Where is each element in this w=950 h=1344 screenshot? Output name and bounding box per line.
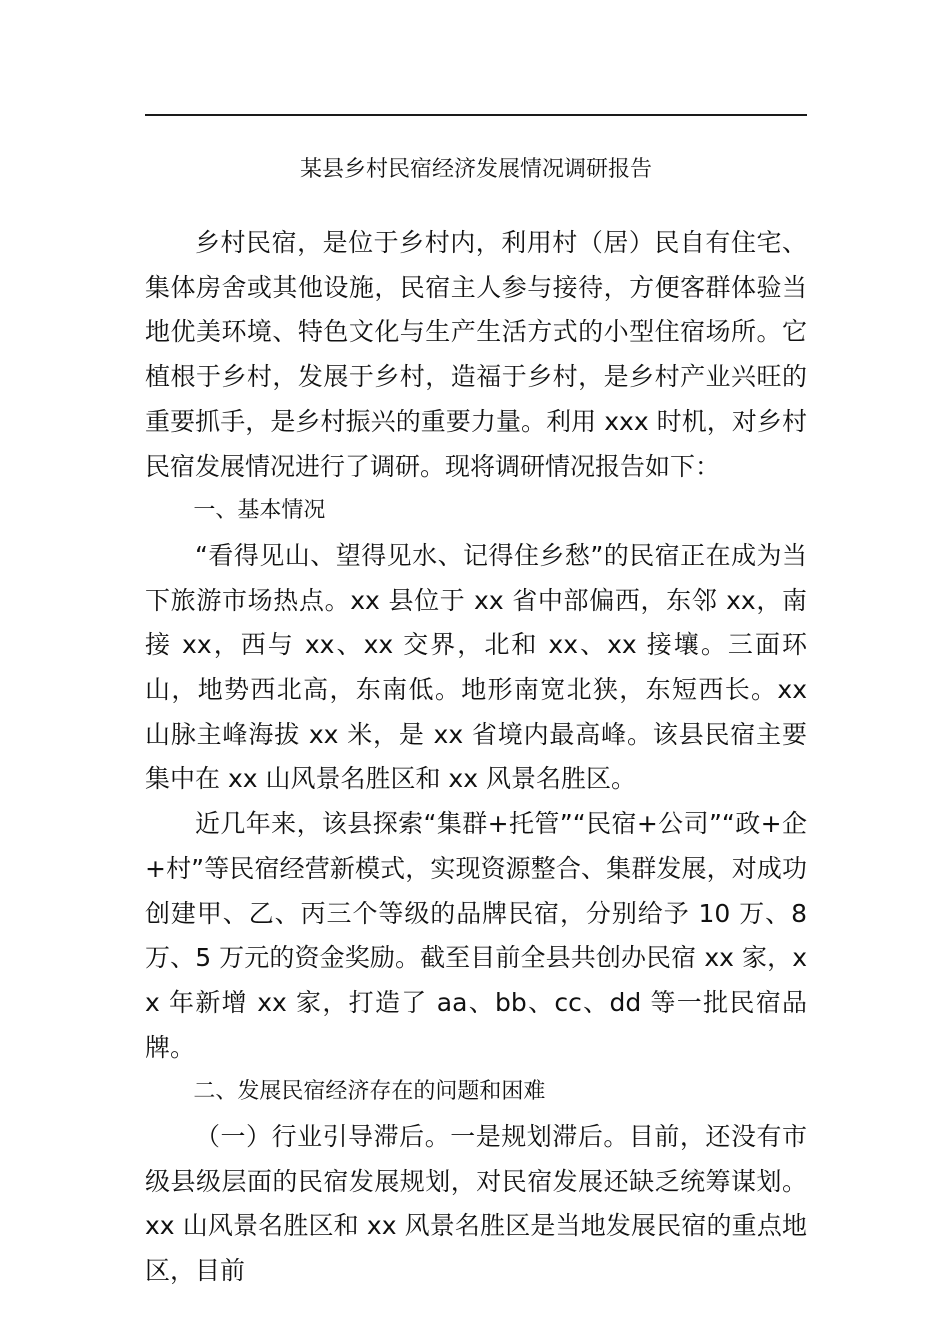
section-heading-problems: 二、发展民宿经济存在的问题和困难 <box>193 1079 546 1105</box>
problem-guidance-paragraph: （一）行业引导滞后。一是规划滞后。目前，还没有市级县级层面的民宿发展规划，对民宿发展还缺乏统筹谋划。xx 山风景名胜区和 xx 风景名胜区是当地发展民宿的重点地区，目前 <box>145 1122 807 1286</box>
header-rule <box>145 114 807 116</box>
document-body <box>145 221 807 1294</box>
basic-situation-paragraph: “看得见山、望得见水、记得住乡愁”的民宿正在成为当下旅游市场热点。xx 县位于 xx 省中部偏西，东邻 xx，南接 xx，西与 xx、xx 交界，北和 xx、xx 接壤。三面环山，地势西北高，东南低。地形南宽北狭，东短西长。xx 山脉主峰海拔 xx 米，是 xx 省境内最高峰。该县民宿主要集中在 xx 山风景名胜区和 xx 风景名胜区。 <box>145 540 807 794</box>
intro-paragraph: 乡村民宿，是位于乡村内，利用村（居）民自有住宅、集体房舍或其他设施，民宿主人参与接待，方便客群体验当地优美环境、特色文化与生产生活方式的小型住宿场所。它植根于乡村，发展于乡村，造福于乡村，是乡村产业兴旺的重要抓手，是乡村振兴的重要力量。利用 xxx 时机，对乡村民宿发展情况进行了调研。现将调研情况报告如下： <box>145 228 807 481</box>
recent-years-paragraph: 近几年来，该县探索“集群+托管”“民宿+公司”“政+企+村”等民宿经营新模式，实现资源整合、集群发展，对成功创建甲、乙、丙三个等级的品牌民宿，分别给予 10 万、8 万、5 万元的资金奖励。截至目前全县共创办民宿 xx 家，xx 年新增 xx 家，打造了 aa、bb、cc、dd 等一批民宿品牌。 <box>145 809 807 1062</box>
document-title: 某县乡村民宿经济发展情况调研报告 <box>299 157 652 182</box>
section-heading-basic: 一、基本情况 <box>193 498 326 524</box>
